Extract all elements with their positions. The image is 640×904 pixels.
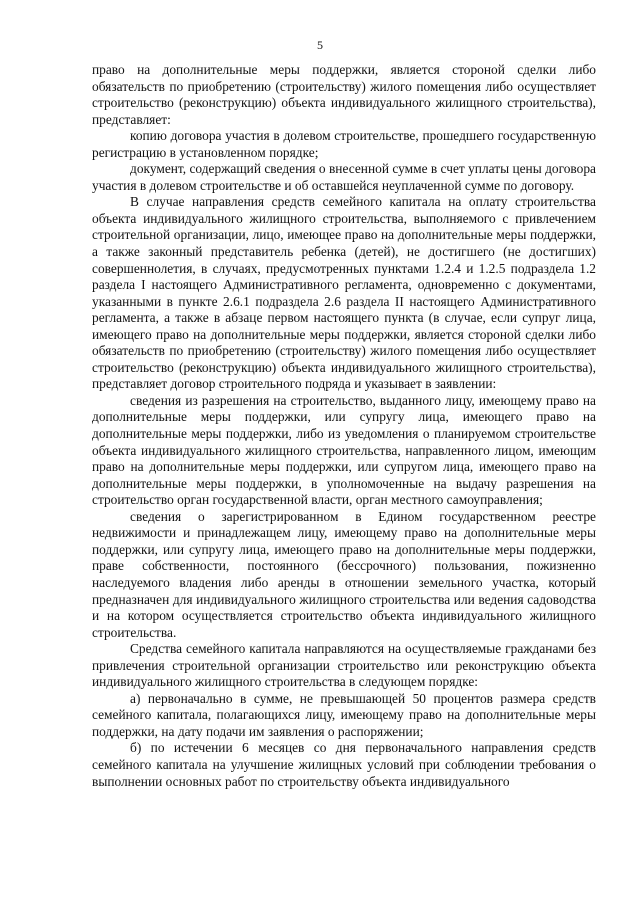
paragraph: сведения о зарегистрированном в Едином государственном реестре недвижимости и принадлежащем лицу, имеющему право на дополнительные меры поддержки, или супругу лица, имеющего право на дополнительные меры поддержки, праве собственности, постоянного (бессрочного) пользования, пожизненно наследуемого владения либо аренды в отношении земельного участка, который предназначен для индивидуального жилищного строительства или ведения садоводства и на котором осуществляется строительство объекта индивидуального жилищного строительства. (92, 508, 596, 640)
page-number: 5 (317, 38, 323, 52)
paragraph: сведения из разрешения на строительство, выданного лицу, имеющему право на дополнительные меры поддержки, или супругу лица, имеющего право на дополнительные меры поддержки, либо из уведомления о планируемом строительстве объекта индивидуального жилищного строительства, направленного лицом, имеющим право на дополнительные меры поддержки, или супругом лица, имеющего право на дополнительные меры поддержки, в уполномоченные на выдачу разрешения на строительство орган государственной власти, орган местного самоуправления; (92, 392, 596, 508)
paragraph: а) первоначально в сумме, не превышающей 50 процентов размера средств семейного капитала, полагающихся лицу, имеющему право на дополнительные меры поддержки, на дату подачи им заявления о распоряжении; (92, 690, 596, 739)
paragraph: право на дополнительные меры поддержки, является стороной сделки либо обязательств по приобретению (строительству) жилого помещения либо осуществляет строительство (реконструкцию) объекта индивидуального жилищного строительства), представляет: (92, 62, 596, 127)
paragraph: Средства семейного капитала направляются на осуществляемые гражданами без привлечения строительной организации строительство или реконструкцию объекта индивидуального жилищного строительства в следующем порядке: (92, 641, 596, 690)
document-body (92, 62, 596, 790)
paragraph: копию договора участия в долевом строительстве, прошедшего государственную регистрацию в установленном порядке; (92, 128, 596, 160)
paragraph: документ, содержащий сведения о внесенной сумме в счет уплаты цены договора участия в долевом строительстве и об оставшейся неуплаченной сумме по договору. (92, 161, 596, 193)
paragraph: В случае направления средств семейного капитала на оплату строительства объекта индивидуального жилищного строительства, выполняемого с привлечением строительной организации, лицо, имеющее право на дополнительные меры поддержки, а также законный представитель ребенка (детей), не достигшего (не достигших) совершеннолетия, в случаях, предусмотренных пунктами 1.2.4 и 1.2.5 подраздела 1.2 раздела I настоящего Административного регламента, одновременно с документами, указанными в пункте 2.6.1 подраздела 2.6 раздела II настоящего Административного регламента, а также в абзаце первом настоящего пункта (в случае, если супруг лица, имеющего право на дополнительные меры поддержки, является стороной сделки либо обязательств по приобретению (строительству) жилого помещения либо осуществляет строительство (реконструкцию) объекта индивидуального жилищного строительства), представляет договор строительного подряда и указывает в заявлении: (92, 194, 596, 392)
paragraph: б) по истечении 6 месяцев со дня первоначального направления средств семейного капитала на улучшение жилищных условий при соблюдении требования о выполнении основных работ по строительству объекта индивидуального (92, 740, 596, 789)
